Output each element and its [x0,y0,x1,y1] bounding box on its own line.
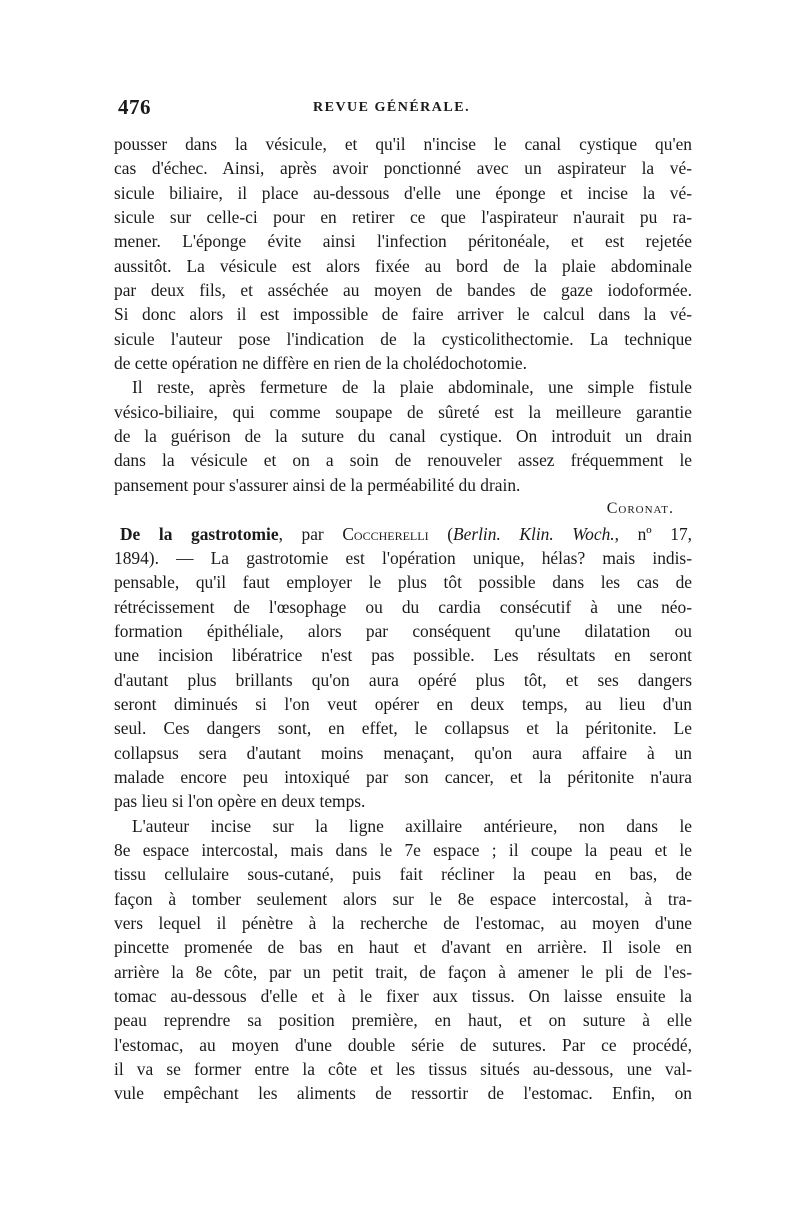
article-by: , par [278,523,343,544]
text-line: collapsus sera d'autant moins menaçant, qu'on aura affaire à un [114,742,692,763]
text-line: 1894). — La gastrotomie est l'opération unique, hélas? mais indis- [114,547,692,568]
text-line: Il reste, après fermeture de la plaie abdominale, une simple fistule [132,377,692,398]
text-line: vule empêchant les aliments de ressortir de l'estomac. Enfin, on [114,1083,692,1104]
text-line: de la guérison de la suture du canal cystique. On introduit un drain [114,426,692,447]
running-head: REVUE GÉNÉRALE. [313,100,471,115]
text-line: pensable, qu'il faut employer le plus tôt possible dans les cas de [114,572,692,593]
body-text [114,132,692,1106]
text-line: par deux fils, et asséchée au moyen de bandes de gaze iodoformée. [114,280,692,301]
text-line: façon à tomber seulement alors sur le 8e espace intercostal, à tra- [114,888,692,909]
text-line: vésico-biliaire, qui comme soupape de sûreté est la meilleure garantie [114,401,692,422]
journal-name: Berlin. Klin. Woch. [452,523,615,544]
text-line: formation épithéliale, alors par conséquent qu'une dilatation ou [114,620,692,641]
text-line: pousser dans la vésicule, et qu'il n'incise le canal cystique qu'en [114,134,692,154]
text-line: mener. L'éponge évite ainsi l'infection péritonéale, et est rejetée [114,231,692,252]
text-line: sicule sur celle-ci pour en retirer ce que l'aspirateur n'aurait pu ra- [114,207,692,228]
article-author: Coccherelli [342,523,429,544]
text-line: vers lequel il pénètre à la recherche de l'estomac, au moyen d'une [114,913,692,933]
text-line: arrière la 8e côte, par un petit trait, de façon à amener le pli de l'es- [114,961,692,982]
text-line: sicule l'auteur pose l'indication de la cysticolithectomie. La technique [114,328,692,349]
text-line: seul. Ces dangers sont, en effet, le collapsus et la péritonite. Le [114,718,692,739]
citation-rest: , nº 17, [614,523,692,544]
text-line: pas lieu si l'on opère en deux temps. [114,791,366,812]
citation-open: ( [428,523,453,544]
text-line: rétrécissement de l'œsophage ou du cardia consécutif à une néo- [114,596,692,617]
text-line: malade encore peu intoxiqué par son cancer, et la péritonite n'aura [114,766,692,787]
page-header [118,95,692,121]
text-line: Si donc alors il est impossible de faire arriver le calcul dans la vé- [114,304,692,325]
text-line: il va se former entre la côte et les tissus situés au-dessous, une val- [114,1059,692,1080]
text-line: tissu cellulaire sous-cutané, puis fait récliner la peau en bas, de [114,864,692,885]
text-line: sicule biliaire, il place au-dessous d'elle une éponge et incise la vé- [114,182,692,203]
article-title: De la gastrotomie [120,523,279,544]
text-line: L'auteur incise sur la ligne axillaire antérieure, non dans le [132,815,692,836]
text-line: de cette opération ne diffère en rien de la cholédochotomie. [114,353,528,374]
text-line: peau reprendre sa position première, en haut, et on suture à elle [114,1010,692,1031]
text-line: aussitôt. La vésicule est alors fixée au bord de la plaie abdominale [114,255,692,276]
text-line: pansement pour s'assurer ainsi de la perméabilité du drain. [114,474,521,495]
text-line: seront diminués si l'on veut opérer en deux temps, au lieu d'un [114,693,692,714]
text-line: une incision libératrice n'est pas possible. Les résultats en seront [114,645,692,666]
author-signature: Coronat. [606,500,674,518]
page-number: 476 [118,95,151,119]
article-heading-line [114,522,692,546]
text-line: tomac au-dessous d'elle et à le fixer aux tissus. On laisse ensuite la [114,986,692,1007]
text-line: pincette promenée de bas en haut et d'avant en arrière. Il isole en [114,937,692,958]
text-line: cas d'échec. Ainsi, après avoir ponctionné avec un aspirateur la vé- [114,158,692,179]
text-line: d'autant plus brillants qu'on aura opéré plus tôt, et ses dangers [114,669,692,690]
text-line: l'estomac, au moyen d'une double série de sutures. Par ce procédé, [114,1034,692,1055]
text-line: dans la vésicule et on a soin de renouveler assez fréquemment le [114,450,692,471]
text-line: 8e espace intercostal, mais dans le 7e espace ; il coupe la peau et le [114,839,692,860]
